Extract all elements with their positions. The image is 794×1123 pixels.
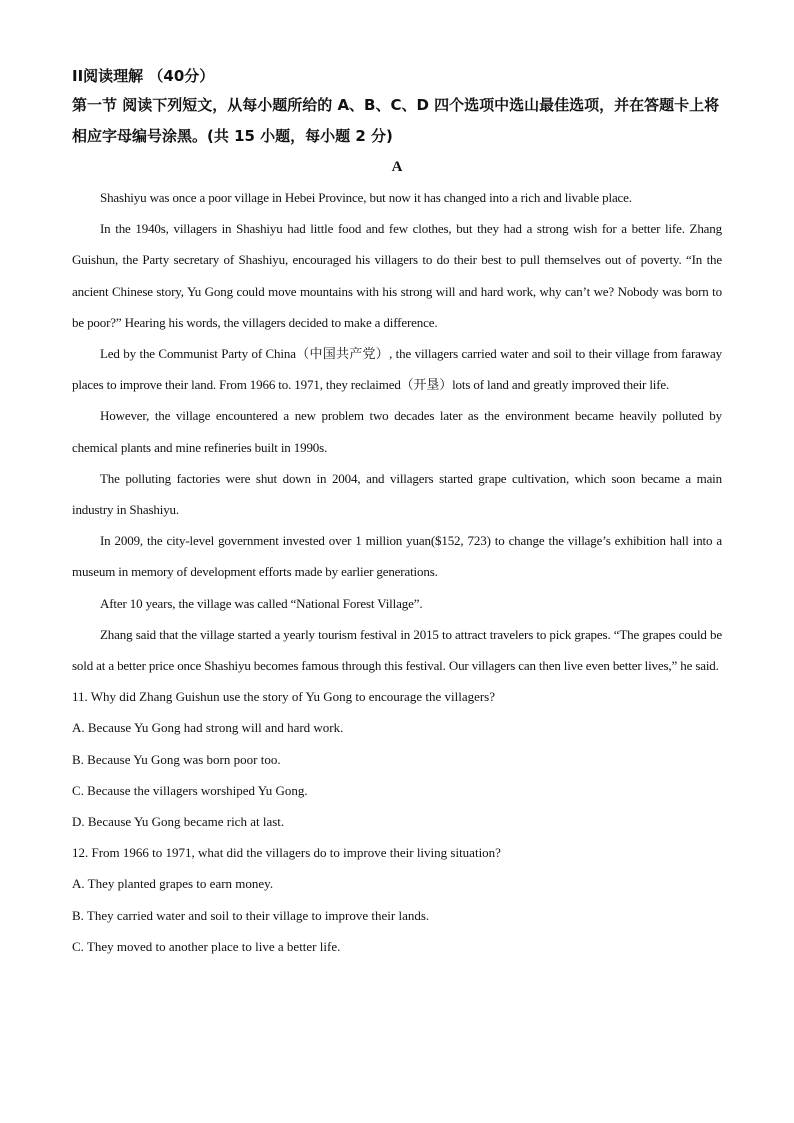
- passage-paragraph-1: Shashiyu was once a poor village in Hebei Province, but now it has changed into a rich and livable place.: [100, 190, 632, 205]
- passage-paragraph-5: The polluting factories were shut down in 2004, and villagers started grape cultivation, which soon became a main industry in Shashiyu.: [72, 470, 722, 518]
- section-instructions: 第一节 阅读下列短文，从每小题所给的 A、B、C、D 四个选项中选山最佳选项，并在答题卡上将相应字母编号涂黑。(共 15 小题，每小题 2 分): [72, 96, 720, 145]
- question-option-b: B. Because Yu Gong was born poor too.: [72, 751, 281, 767]
- question-12: [72, 837, 722, 962]
- passage-label: A: [391, 159, 403, 175]
- passage-paragraph-7: After 10 years, the village was called “National Forest Village”.: [100, 595, 423, 611]
- question-stem: 11. Why did Zhang Guishun use the story of Yu Gong to encourage the villagers?: [72, 689, 496, 705]
- passage-paragraph-8: Zhang said that the village started a yearly tourism festival in 2015 to attract travelers to pick grapes. “The grapes could be sold at a better price once Shashiyu becomes famous through this festival. Our villagers can then live even better lives,” he said.: [72, 626, 722, 674]
- question-option-b: B. They carried water and soil to their village to improve their lands.: [72, 907, 430, 923]
- question-stem: 12. From 1966 to 1971, what did the villagers do to improve their living situation?: [72, 845, 501, 861]
- document-page: [72, 62, 722, 962]
- question-11: [72, 681, 722, 837]
- question-option-a: A. Because Yu Gong had strong will and hard work.: [72, 720, 344, 736]
- passage-paragraph-3: Led by the Communist Party of China（中国共产党）, the villagers carried water and soil to their village from faraway places to improve their land. From 1966 to. 1971, they reclaimed（开垦）lots of land and greatly improved their life.: [72, 346, 722, 393]
- question-option-a: A. They planted grapes to earn money.: [72, 876, 274, 892]
- passage-paragraph-2: In the 1940s, villagers in Shashiyu had little food and few clothes, but they had a strong wish for a better life. Zhang Guishun, the Party secretary of Shashiyu, encouraged his villagers to do their best to pull themselves out of poverty. “In the ancient Chinese story, Yu Gong could move mountains with his strong will and hard work, why can’t we? Nobody was born to be poor?” Hearing his words, the villagers decided to make a difference.: [72, 221, 722, 330]
- question-option-d: D. Because Yu Gong became rich at last.: [72, 814, 285, 830]
- question-option-c: C. They moved to another place to live a better life.: [72, 938, 341, 954]
- section-title: II阅读理解 （40分）: [72, 67, 215, 85]
- passage-paragraph-4: However, the village encountered a new problem two decades later as the environment became heavily polluted by chemical plants and mine refineries built in 1990s.: [72, 408, 722, 455]
- passage-paragraph-6: In 2009, the city-level government invested over 1 million yuan($152, 723) to change the village’s exhibition hall into a museum in memory of development efforts made by earlier generations.: [72, 533, 722, 580]
- question-option-c: C. Because the villagers worshiped Yu Gong.: [72, 782, 308, 798]
